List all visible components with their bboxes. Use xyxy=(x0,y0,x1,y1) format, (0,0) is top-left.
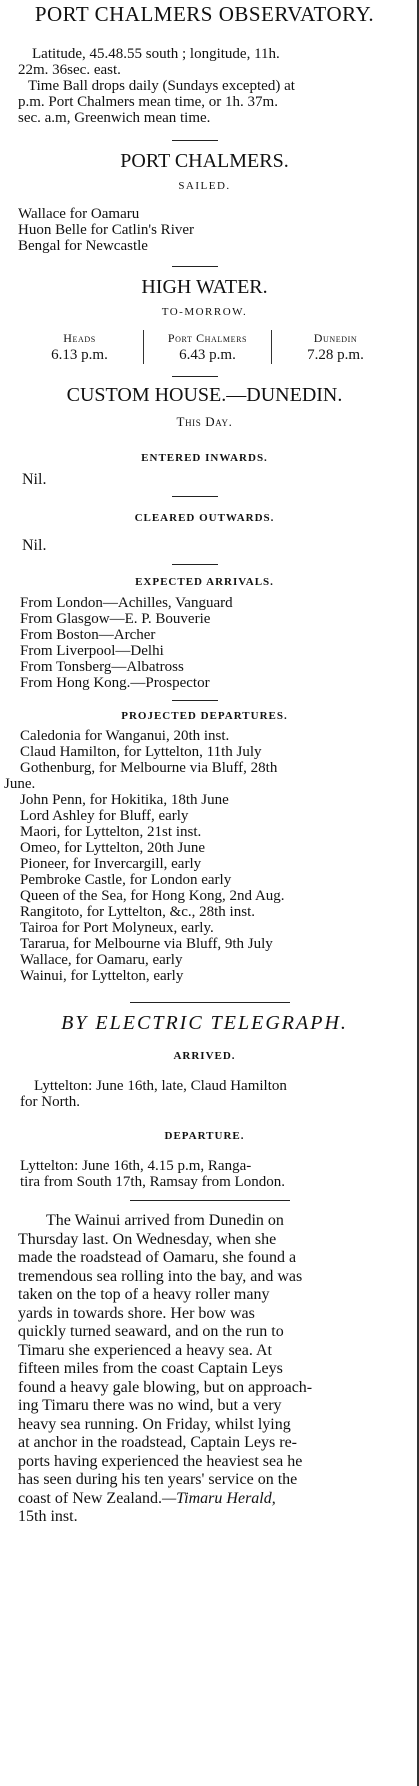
list-item: Queen of the Sea, for Hong Kong, 2nd Aug. xyxy=(20,888,285,904)
entered-heading: ENTERED INWARDS. xyxy=(141,452,268,464)
custom-title: CUSTOM HOUSE.—DUNEDIN. xyxy=(66,384,343,406)
text-line: for North. xyxy=(20,1094,80,1110)
text-line: The Wainui arrived from Dunedin on xyxy=(46,1212,284,1229)
text-line: Time Ball drops daily (Sundays excepted) at xyxy=(28,78,295,94)
list-item: Omeo, for Lyttelton, 20th June xyxy=(20,840,205,856)
list-item: Tairoa for Port Molyneux, early. xyxy=(20,920,214,936)
cleared-value: Nil. xyxy=(22,537,47,554)
telegraph-title: BY ELECTRIC TELEGRAPH. xyxy=(61,1012,348,1034)
list-item: Wallace, for Oamaru, early xyxy=(20,952,183,968)
departure-heading: DEPARTURE. xyxy=(164,1130,245,1142)
departure-text xyxy=(20,1158,409,1190)
high-water-col xyxy=(16,330,143,364)
text-line: has seen during his ten years' service on the xyxy=(18,1471,298,1488)
entered-value: Nil. xyxy=(22,471,47,488)
list-item: Lord Ashley for Bluff, early xyxy=(20,808,189,824)
divider xyxy=(172,700,218,701)
place-label: Heads xyxy=(63,331,96,345)
sailed-heading: SAILED. xyxy=(178,180,231,192)
observatory-title: PORT CHALMERS OBSERVATORY. xyxy=(34,2,375,26)
divider xyxy=(172,266,218,267)
text-line: at anchor in the roadstead, Captain Leys re- xyxy=(18,1434,297,1451)
place-label: Port Chalmers xyxy=(167,331,248,345)
list-item: John Penn, for Hokitika, 18th June xyxy=(20,792,229,808)
custom-sub: This Day. xyxy=(176,414,233,429)
observatory-text xyxy=(18,46,409,126)
text-line: quickly turned seaward, and on the run to xyxy=(18,1323,284,1340)
port-title: PORT CHALMERS. xyxy=(120,150,289,172)
text-line: Latitude, 45.48.55 south ; longitude, 11h. xyxy=(32,46,280,62)
high-water-col xyxy=(143,330,272,364)
text-line: p.m. Port Chalmers mean time, or 1h. 37m. xyxy=(18,94,278,110)
arrived-heading: ARRIVED. xyxy=(173,1050,236,1062)
text-line: yards in towards shore. Her bow was xyxy=(18,1304,255,1322)
cleared-heading: CLEARED OUTWARDS. xyxy=(134,512,275,524)
text-line: ing Timaru there was no wind, but a very xyxy=(18,1397,282,1414)
article-date: 15th inst. xyxy=(18,1508,78,1525)
list-item: Gothenburg, for Melbourne via Bluff, 28th xyxy=(20,760,278,776)
text-line: Timaru she experienced a heavy sea. At xyxy=(18,1341,272,1359)
sailed-list xyxy=(18,206,409,254)
text-line: tira from South 17th, Ramsay from London. xyxy=(20,1174,285,1190)
text-line: ports having experienced the heaviest sea he xyxy=(18,1452,303,1470)
list-item: Maori, for Lyttelton, 21st inst. xyxy=(20,824,202,840)
divider xyxy=(172,376,218,377)
list-item: From Hong Kong.—Prospector xyxy=(20,675,210,691)
list-item: Claud Hamilton, for Lyttelton, 11th July xyxy=(20,744,262,760)
text-line: sec. a.m, Greenwich mean time. xyxy=(18,110,211,126)
projected-heading: PROJECTED DEPARTURES. xyxy=(121,710,288,722)
text-line: Lyttelton: June 16th, late, Claud Hamilton xyxy=(34,1078,287,1094)
expected-heading: EXPECTED ARRIVALS. xyxy=(135,576,274,588)
time-value: 6.43 p.m. xyxy=(179,347,236,363)
list-item: From Boston—Archer xyxy=(20,627,156,643)
divider xyxy=(172,564,218,565)
list-item: From Tonsberg—Albatross xyxy=(20,659,184,675)
high-water-col xyxy=(272,330,399,364)
divider xyxy=(172,496,218,497)
divider xyxy=(172,140,218,141)
high-water-sub: TO-MORROW. xyxy=(161,306,248,318)
divider xyxy=(130,1002,290,1003)
high-water-table xyxy=(16,330,399,364)
time-value: 6.13 p.m. xyxy=(51,347,108,363)
divider xyxy=(130,1200,290,1201)
list-item: Caledonia for Wanganui, 20th inst. xyxy=(20,728,230,744)
list-item: Tararua, for Melbourne via Bluff, 9th July xyxy=(20,936,273,952)
text-line: fifteen miles from the coast Captain Leys xyxy=(18,1360,283,1377)
text-line xyxy=(18,1490,409,1509)
expected-list xyxy=(20,595,409,691)
list-item: From London—Achilles, Vanguard xyxy=(20,595,233,611)
text-line: heavy sea running. On Friday, whilst lying xyxy=(18,1415,291,1433)
list-item: Wallace for Oamaru xyxy=(18,206,140,222)
time-value: 7.28 p.m. xyxy=(307,347,364,363)
text-line: taken on the top of a heavy roller many xyxy=(18,1286,270,1303)
list-item: Huon Belle for Catlin's River xyxy=(18,222,195,238)
projected-list xyxy=(4,728,409,984)
list-item: Pioneer, for Invercargill, early xyxy=(20,856,202,872)
list-item: From Glasgow—E. P. Bouverie xyxy=(20,611,211,627)
text-line: Lyttelton: June 16th, 4.15 p.m, Ranga- xyxy=(20,1158,252,1174)
text-line: made the roadstead of Oamaru, she found a xyxy=(18,1249,297,1266)
text-line: 22m. 36sec. east. xyxy=(18,62,121,78)
text-span: coast of New Zealand. xyxy=(18,1489,162,1507)
arrived-text xyxy=(20,1078,409,1110)
list-item: June. xyxy=(4,776,36,792)
text-line: found a heavy gale blowing, but on approach- xyxy=(18,1378,313,1396)
high-water-title: HIGH WATER. xyxy=(141,276,268,298)
list-item: Bengal for Newcastle xyxy=(18,238,148,254)
text-line: tremendous sea rolling into the bay, and was xyxy=(18,1267,303,1285)
list-item: Wainui, for Lyttelton, early xyxy=(20,968,184,984)
text-line: Thursday last. On Wednesday, when she xyxy=(18,1230,277,1248)
list-item: Rangitoto, for Lyttelton, &c., 28th inst. xyxy=(20,904,255,920)
list-item: From Liverpool—Delhi xyxy=(20,643,164,659)
article-source: —Timaru Herald, xyxy=(161,1489,276,1507)
list-item: Pembroke Castle, for London early xyxy=(20,872,232,888)
place-label: Dunedin xyxy=(313,331,358,345)
article-body xyxy=(18,1212,409,1527)
